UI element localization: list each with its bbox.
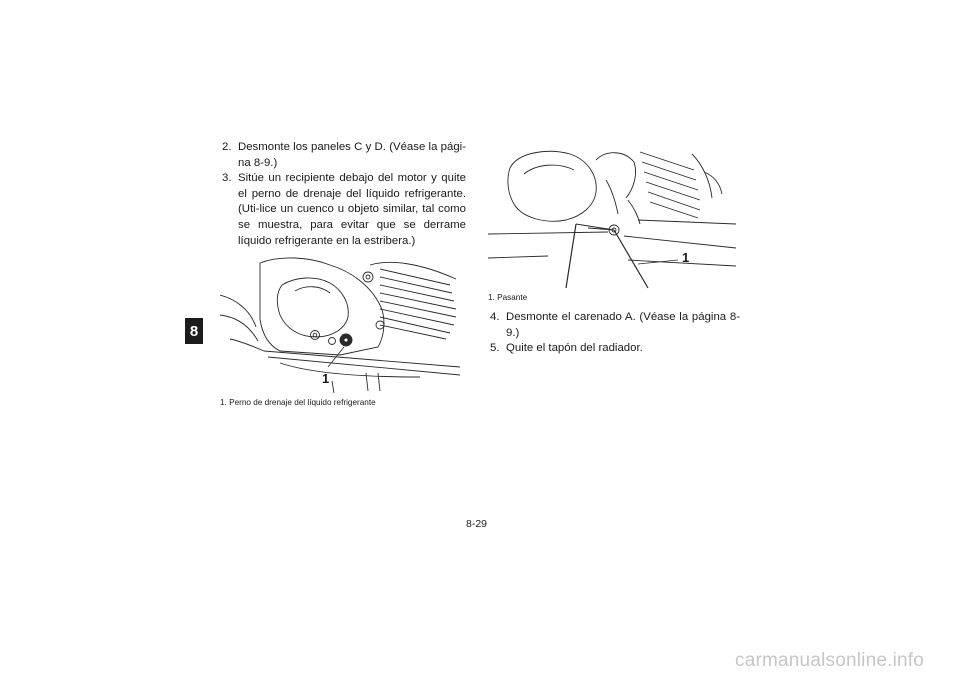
- step-text: Desmonte los paneles C y D. (Véase la pági-na 8-9.): [238, 141, 466, 169]
- step-text: Sitúe un recipiente debajo del motor y quite el perno de drenaje del líquido refrigerante. (Uti-lice un cuenco u objeto similar, tal como se muestra, para evitar que se derrame líquido refrigerante en la estribera.): [238, 172, 466, 247]
- right-column: [488, 140, 740, 357]
- step-4: [488, 310, 740, 341]
- step-5: [488, 341, 740, 357]
- coolant-drain-bolt-illustration: [220, 255, 466, 395]
- step-text: Desmonte el carenado A. (Véase la página 8-9.): [506, 311, 740, 339]
- left-figure-caption: 1. Perno de drenaje del líquido refrigerante: [220, 398, 376, 408]
- step-3: [220, 171, 466, 249]
- left-steps: [220, 140, 466, 249]
- step-text: Quite el tapón del radiador.: [506, 342, 643, 355]
- figure-callout-1: 1: [682, 250, 690, 265]
- right-figure-caption: 1. Pasante: [488, 293, 528, 302]
- figure-callout-1: 1: [322, 371, 330, 387]
- chapter-tab: 8: [185, 318, 203, 344]
- step-number: 3.: [222, 172, 232, 185]
- step-number: 5.: [490, 342, 500, 355]
- step-number: 2.: [222, 141, 232, 153]
- right-steps: [488, 310, 740, 357]
- step-2: [220, 140, 466, 171]
- watermark: carmanualsonline.info: [735, 650, 925, 671]
- page-number: 8-29: [466, 518, 488, 530]
- step-number: 4.: [490, 311, 500, 323]
- drain-hole-illustration: [488, 140, 740, 290]
- left-column: [220, 140, 466, 408]
